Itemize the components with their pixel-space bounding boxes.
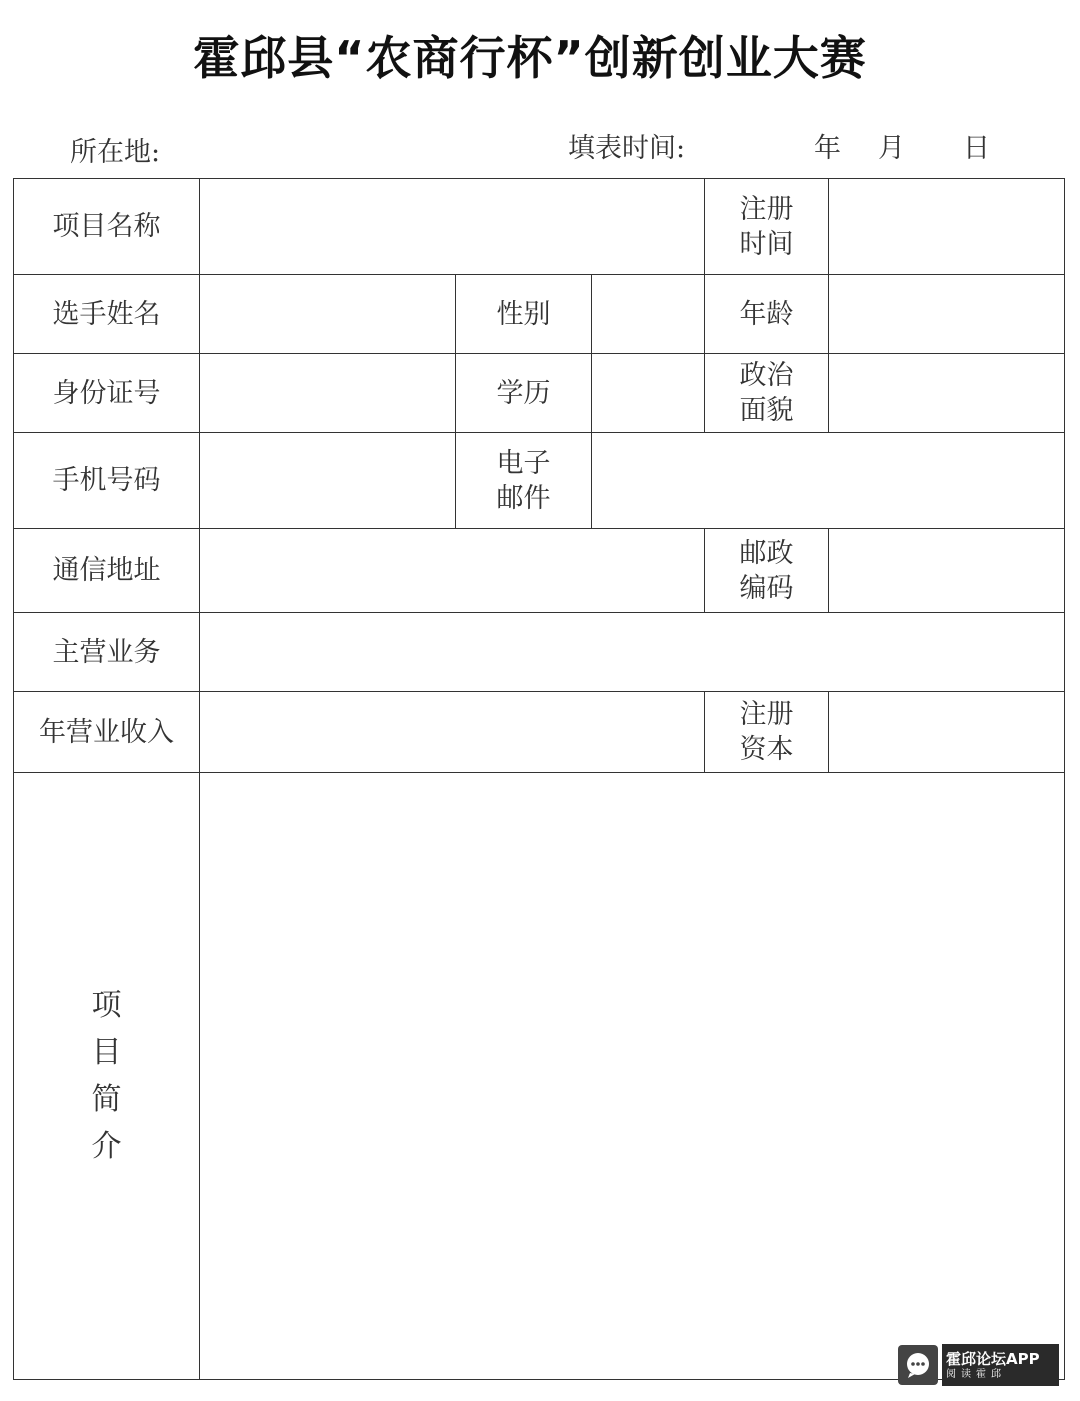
player-name-field[interactable] (200, 275, 456, 354)
age-field[interactable] (829, 275, 1065, 354)
row-revenue (14, 692, 1065, 773)
row-address (14, 529, 1065, 613)
location-label: 所在地: (70, 137, 161, 168)
education-field[interactable] (592, 354, 705, 433)
phone-field[interactable] (200, 433, 456, 529)
address-field[interactable] (200, 529, 705, 613)
registered-capital-label: 注册 资本 (705, 692, 829, 773)
annual-revenue-label: 年营业收入 (14, 692, 200, 773)
day-label: 日 (963, 133, 990, 164)
watermark-name: 霍邱论坛APP (946, 1349, 1040, 1368)
row-business (14, 613, 1065, 692)
postal-code-label: 邮政 编码 (705, 529, 829, 613)
row-player (14, 275, 1065, 354)
row-id (14, 354, 1065, 433)
political-status-field[interactable] (829, 354, 1065, 433)
form-title: 霍邱县“农商行杯”创新创业大赛 (193, 31, 867, 85)
phone-label: 手机号码 (14, 433, 200, 529)
project-intro-label: 项目简介 (91, 988, 122, 1164)
email-label: 电子 邮件 (456, 433, 592, 529)
chat-bubble-icon (898, 1345, 938, 1385)
project-name-label: 项目名称 (14, 179, 200, 275)
age-label: 年龄 (705, 275, 829, 354)
registered-capital-field[interactable] (829, 692, 1065, 773)
main-business-field[interactable] (200, 613, 1065, 692)
political-status-label: 政治 面貌 (705, 354, 829, 433)
main-business-label: 主营业务 (14, 613, 200, 692)
address-label: 通信地址 (14, 529, 200, 613)
postal-code-field[interactable] (829, 529, 1065, 613)
register-time-field[interactable] (829, 179, 1065, 275)
registration-form (13, 178, 1065, 1380)
email-field[interactable] (592, 433, 1065, 529)
year-label: 年 (814, 133, 841, 164)
annual-revenue-field[interactable] (200, 692, 705, 773)
watermark-slogan: 阅读霍邱 (946, 1368, 1006, 1380)
player-name-label: 选手姓名 (14, 275, 200, 354)
row-intro (14, 773, 1065, 1380)
fill-time-label: 填表时间: (568, 133, 686, 164)
project-intro-label-cell (14, 773, 200, 1380)
month-label: 月 (878, 133, 905, 164)
id-number-label: 身份证号 (14, 354, 200, 433)
gender-field[interactable] (592, 275, 705, 354)
project-name-field[interactable] (200, 179, 705, 275)
project-intro-field[interactable] (200, 773, 1065, 1380)
register-time-label: 注册 时间 (705, 179, 829, 275)
row-project-name (14, 179, 1065, 275)
education-label: 学历 (456, 354, 592, 433)
gender-label: 性别 (456, 275, 592, 354)
id-number-field[interactable] (200, 354, 456, 433)
watermark (898, 1344, 1063, 1386)
row-contact (14, 433, 1065, 529)
